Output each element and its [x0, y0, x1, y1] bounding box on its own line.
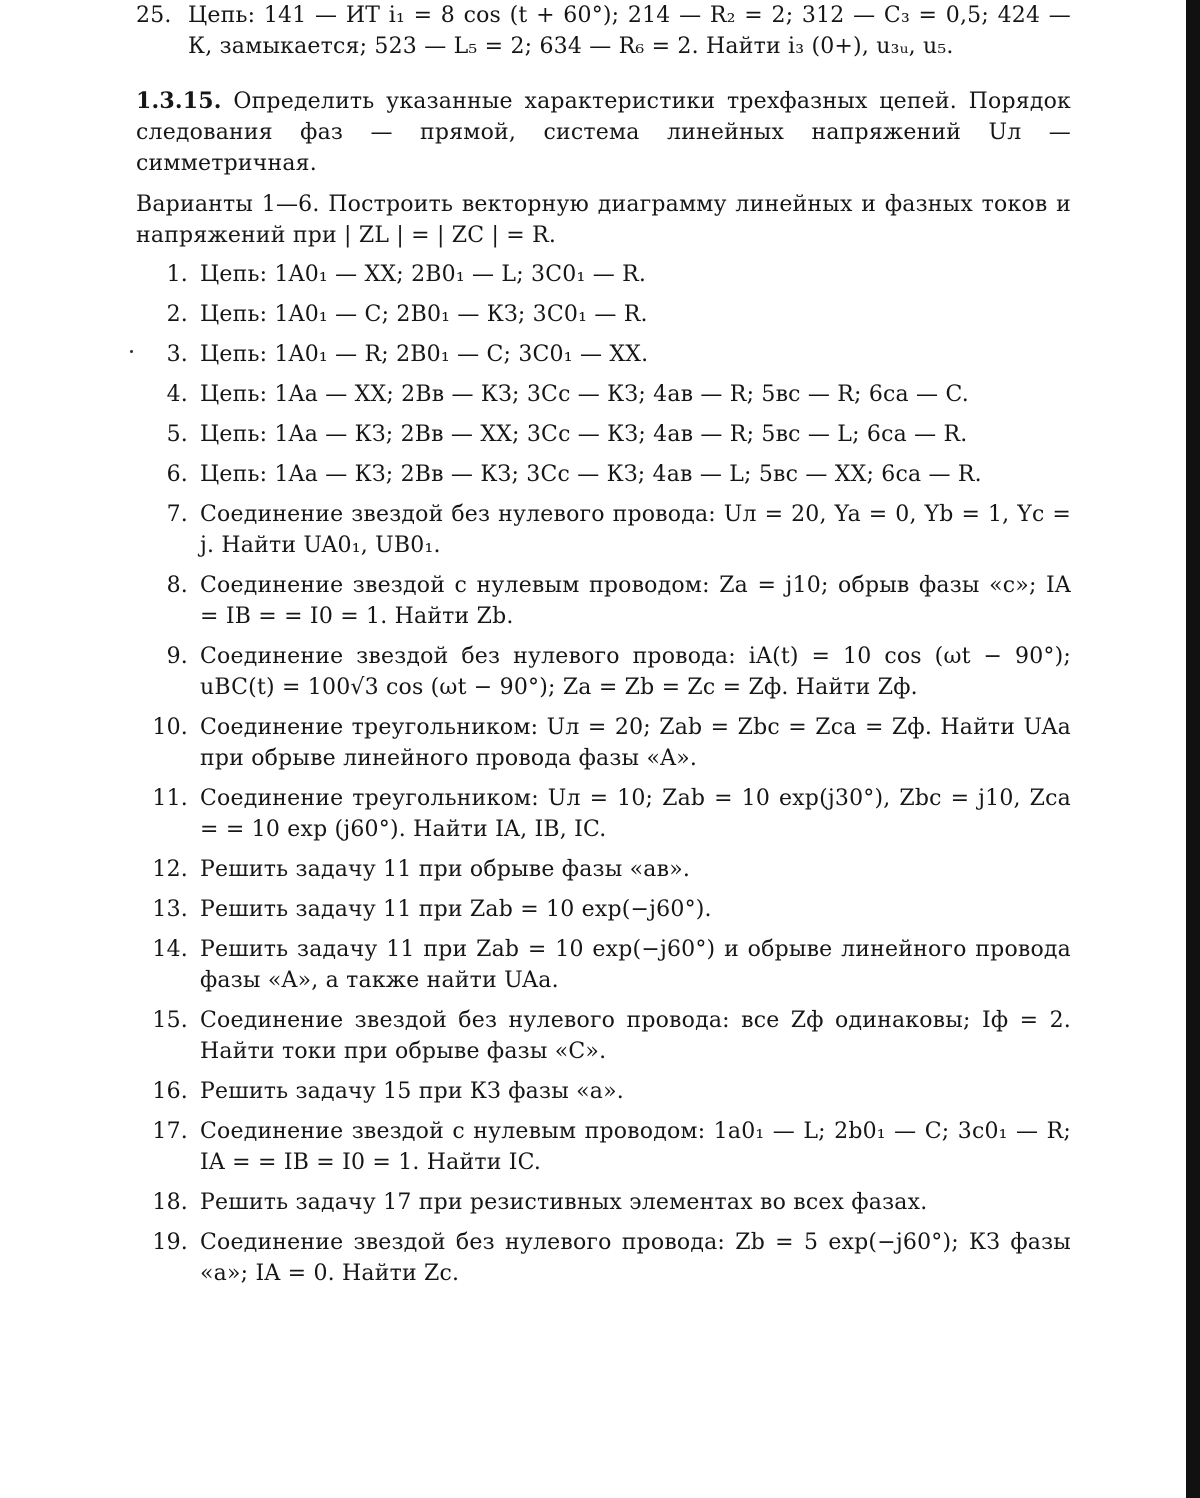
item-number — [136, 1116, 188, 1178]
item-number-label: 18. — [152, 1190, 188, 1215]
stray-mark — [130, 350, 133, 353]
item-number-label: 5. — [166, 422, 188, 447]
list-item — [136, 894, 1071, 925]
list-item — [136, 712, 1071, 774]
item-number-label: 14. — [152, 937, 188, 962]
item-number-label: 11. — [152, 786, 188, 811]
item-text: Решить задачу 11 при Zab = 10 exp(−j60°) и обрыве линейного провода фазы «A», а также найти UAa. — [200, 937, 1071, 993]
item-text: Цепь: 1A0₁ — C; 2B0₁ — КЗ; 3C0₁ — R. — [200, 302, 648, 327]
item-number — [136, 259, 188, 290]
item-text: Решить задачу 15 при КЗ фазы «a». — [200, 1079, 624, 1104]
exercise-list — [136, 259, 1071, 1289]
item-number-label: 19. — [152, 1230, 188, 1255]
list-item — [136, 641, 1071, 703]
item-text: Решить задачу 11 при обрыве фазы «ав». — [200, 857, 691, 882]
page-text — [136, 0, 1071, 1298]
list-item — [136, 419, 1071, 450]
item-number-label: 1. — [166, 262, 188, 287]
item-number — [136, 339, 188, 370]
item-number-label: 6. — [166, 462, 188, 487]
item-number-label: 4. — [166, 382, 188, 407]
item-text: Решить задачу 11 при Zab = 10 exp(−j60°). — [200, 897, 712, 922]
item-text: Цепь: 1A0₁ — XX; 2B0₁ — L; 3C0₁ — R. — [200, 262, 647, 287]
item-number — [136, 379, 188, 410]
item-text: Соединение звездой без нулевого провода: iA(t) = 10 cos (ωt − 90°); uBC(t) = 100√3 cos (ωt − 90°); Za = Zb = Zc = Zф. Найти Zф. — [200, 644, 1071, 700]
item-number-label: 10. — [152, 715, 188, 740]
item-text: Цепь: 1Aa — КЗ; 2Bв — КЗ; 3Cc — КЗ; 4ав — L; 5вс — XX; 6са — R. — [200, 462, 982, 487]
item-number-label: 13. — [152, 897, 188, 922]
item-text: Соединение звездой без нулевого провода: Zb = 5 exp(−j60°); КЗ фазы «a»; IA = 0. Найти Zc. — [200, 1230, 1071, 1286]
section-text: Определить указанные характеристики трехфазных цепей. Порядок следования фаз — прямой, система линейных напряжений Uл — симметричная. — [136, 89, 1071, 176]
exercise-25 — [136, 0, 1071, 62]
item-number — [136, 894, 188, 925]
item-text: Соединение звездой с нулевым проводом: Za = j10; обрыв фазы «c»; IA = IB = = I0 = 1. Найти Zb. — [200, 573, 1071, 629]
item-number — [136, 712, 188, 774]
item-number-label: 8. — [166, 573, 188, 598]
section-number: 1.3.15. — [136, 88, 222, 114]
item-number — [136, 459, 188, 490]
item-number — [136, 299, 188, 330]
section-heading — [136, 86, 1071, 179]
item-number — [136, 854, 188, 885]
item-number — [136, 1076, 188, 1107]
item-number-label: 17. — [152, 1119, 188, 1144]
list-item — [136, 570, 1071, 632]
item-number-label: 12. — [152, 857, 188, 882]
list-item — [136, 1076, 1071, 1107]
list-item — [136, 379, 1071, 410]
screen-edge — [1186, 0, 1200, 1498]
list-item — [136, 1116, 1071, 1178]
list-item — [136, 259, 1071, 290]
item-text: Соединение звездой без нулевого провода: все Zф одинаковы; Iф = 2. Найти токи при обрыве фазы «C». — [200, 1008, 1071, 1064]
item-text: Соединение треугольником: Uл = 10; Zab = 10 exp(j30°), Zbc = j10, Zca = = 10 exp (j60°). Найти IA, IB, IC. — [200, 786, 1071, 842]
exercise-text: Цепь: 141 — ИТ i₁ = 8 cos (t + 60°); 214 — R₂ = 2; 312 — C₃ = 0,5; 424 — К, замыкается; 523 — L₅ = 2; 634 — R₆ = 2. Найти i₃ (0+), u₃ᵤ, u₅. — [188, 3, 1071, 59]
list-item — [136, 459, 1071, 490]
item-text: Соединение звездой без нулевого провода: Uл = 20, Ya = 0, Yb = 1, Yc = j. Найти UA0₁, UB0₁. — [200, 502, 1071, 558]
list-item — [136, 299, 1071, 330]
item-text: Цепь: 1Aa — КЗ; 2Bв — XX; 3Cc — КЗ; 4ав — R; 5вс — L; 6са — R. — [200, 422, 968, 447]
list-item — [136, 339, 1071, 370]
exercise-number: 25. — [136, 3, 172, 28]
item-number — [136, 499, 188, 561]
item-number-label: 9. — [166, 644, 188, 669]
list-item — [136, 854, 1071, 885]
item-number — [136, 570, 188, 632]
item-number — [136, 783, 188, 845]
list-item — [136, 499, 1071, 561]
item-number-label: 2. — [166, 302, 188, 327]
item-number — [136, 1187, 188, 1218]
item-number-label: 15. — [152, 1008, 188, 1033]
item-number — [136, 1005, 188, 1067]
item-text: Цепь: 1Aa — XX; 2Bв — КЗ; 3Cc — КЗ; 4ав — R; 5вс — R; 6са — C. — [200, 382, 969, 407]
item-number — [136, 419, 188, 450]
item-number — [136, 1227, 188, 1289]
list-item — [136, 783, 1071, 845]
item-text: Решить задачу 17 при резистивных элементах во всех фазах. — [200, 1190, 928, 1215]
item-number-label: 7. — [166, 502, 188, 527]
list-item — [136, 1227, 1071, 1289]
item-number — [136, 641, 188, 703]
list-item — [136, 934, 1071, 996]
item-number-label: 16. — [152, 1079, 188, 1104]
list-item — [136, 1187, 1071, 1218]
item-number — [136, 934, 188, 996]
item-text: Соединение треугольником: Uл = 20; Zab = Zbc = Zca = Zф. Найти UAa при обрыве линейного провода фазы «A». — [200, 715, 1071, 771]
item-text: Соединение звездой с нулевым проводом: 1a0₁ — L; 2b0₁ — C; 3c0₁ — R; IA = = IB = I0 = 1. Найти IC. — [200, 1119, 1071, 1175]
item-number-label: 3. — [166, 342, 188, 367]
item-text: Цепь: 1A0₁ — R; 2B0₁ — C; 3C0₁ — XX. — [200, 342, 649, 367]
variants-intro: Варианты 1—6. Построить векторную диаграмму линейных и фазных токов и напряжений при | ZL | = | ZC | = R. — [136, 192, 1071, 248]
list-item — [136, 1005, 1071, 1067]
